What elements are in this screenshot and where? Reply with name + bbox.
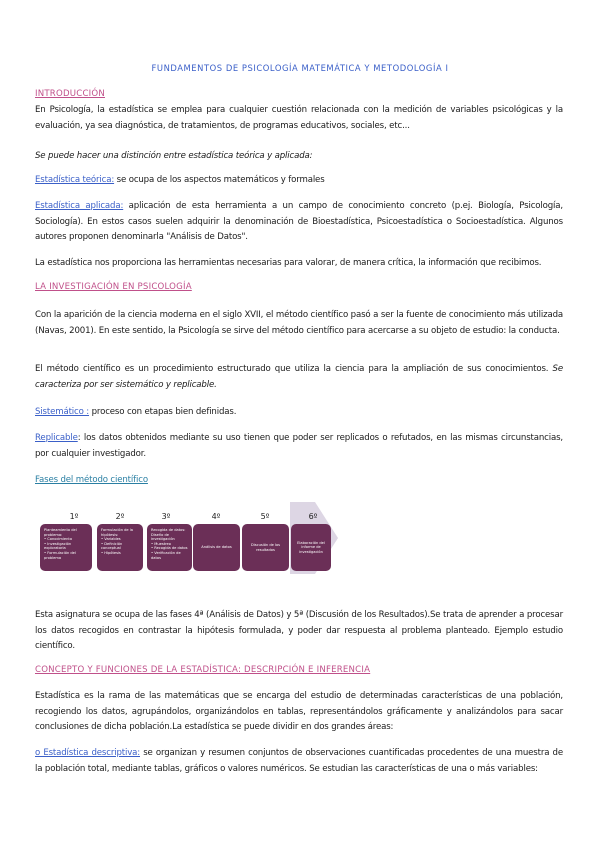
replicable-label: Replicable — [35, 433, 78, 443]
intro-paragraph-3: La estadística nos proporciona las herramientas necesarias para valorar, de manera crítica, la información que recibimos. — [35, 258, 542, 268]
teorica-label: Estadística teórica: — [35, 175, 115, 185]
heading-concepto: CONCEPTO Y FUNCIONES DE LA ESTADÍSTICA: DESCRIPCIÓN E INFERENCIA — [35, 665, 371, 675]
descriptiva-label: o Estadística descriptiva: — [35, 748, 141, 758]
heading-investigacion: LA INVESTIGACIÓN EN PSICOLOGÍA — [35, 282, 192, 292]
estadistica-descriptiva — [35, 746, 563, 777]
metodo-caracteristicas: Se caracteriza por ser sistemático y replicable. — [35, 364, 563, 390]
intro-paragraph-2: Se puede hacer una distinción entre estadística teórica y aplicada: — [35, 151, 313, 161]
phase-box-3-title: Recogida de datos: — [151, 528, 186, 532]
replicable-text: : los datos obtenidos mediante su uso tienen que poder ser replicados o refutados, en las mismas circunstancias, por cualquier investigador. — [35, 433, 563, 459]
phase-box-2-item: • Definición conceptual — [101, 541, 123, 551]
document-title: FUNDAMENTOS DE PSICOLOGÍA MATEMÁTICA Y METODOLOGÍA I — [151, 63, 449, 73]
investigacion-paragraph-1: Con la aparición de la ciencia moderna en el siglo XVII, el método científico pasó a ser la fuente de conocimiento más utilizada (Navas, 2001). En este sentido, la Psicología se sirve del método científico para acercarse a su objeto de estudio: la conducta. — [35, 310, 563, 336]
aplicada-label: Estadística aplicada: — [35, 201, 124, 211]
phase-box-3-item: • Verificación de datos — [151, 550, 181, 560]
phase-box-3-item: Diseño de investigación — [151, 532, 175, 542]
phase-box-5: Discusión de los resultados — [242, 524, 289, 571]
phase-box-2-title: Formulación de la hipótesis: — [101, 528, 133, 537]
sistematico-label: Sistemático : — [35, 407, 90, 417]
phase-box-1-item: • Investigación exploratoria — [44, 541, 72, 551]
teorica-text: se ocupa de los aspectos matemáticos y formales — [114, 175, 325, 185]
phase-number-6: 6º — [308, 512, 318, 521]
sistematico-definition — [35, 405, 563, 421]
phase-box-1-item: • Formulación del problema — [44, 550, 76, 560]
estadistica-teorica — [35, 173, 563, 189]
phase-box-2 — [97, 524, 143, 571]
phase-number-3: 3º — [161, 512, 171, 521]
sistematico-text: proceso con etapas bien definidas. — [89, 407, 237, 417]
asignatura-paragraph: Esta asignatura se ocupa de las fases 4ª (Análisis de Datos) y 5ª (Discusión de los Resultados).Se trata de aprender a procesar los datos recogidos en contrastar la hipótesis formulada, y poder dar respuesta al problema planteado. Ejemplo estudio científico. — [35, 610, 563, 651]
fases-label: Fases del método científico — [35, 475, 148, 485]
descriptiva-text: se organizan y resumen conjuntos de observaciones cuantificadas procedentes de una muestra de la población total, mediante tablas, gráficos o valores numéricos. Se estudian las características de una o más variables: — [35, 748, 564, 774]
fases-diagram — [40, 500, 340, 576]
phase-box-3 — [147, 524, 192, 571]
phase-box-1-item: • Conocimiento — [44, 537, 73, 542]
phase-number-2: 2º — [115, 512, 125, 521]
phase-box-3-item: • Recogida de datos — [151, 546, 188, 551]
phase-box-6: Elaboración del informe de investigación — [291, 524, 331, 571]
investigacion-paragraph-2 — [35, 362, 563, 393]
phase-box-2-item: • Hipótesis — [101, 550, 121, 555]
phase-number-4: 4º — [211, 512, 221, 521]
phase-box-1 — [40, 524, 92, 571]
heading-introduccion: INTRODUCCIÓN — [35, 89, 105, 99]
intro-paragraph-1: En Psicología, la estadística se emplea para cualquier cuestión relacionada con la medición de variables psicológicas y la evaluación, ya sea diagnóstica, de tratamientos, de programas educativos, sociales, etc... — [35, 105, 563, 131]
phase-box-2-item: • Variables — [101, 537, 121, 542]
phase-number-5: 5º — [260, 512, 270, 521]
metodo-text: El método científico es un procedimiento estructurado que utiliza la ciencia para la ampliación de sus conocimientos. — [35, 364, 553, 374]
phase-box-4: Análisis de datos — [193, 524, 240, 571]
aplicada-text: aplicación de esta herramienta a un campo de conocimiento concreto (p.ej. Biología, Psicología, Sociología). En estos casos suelen adquirir la denominación de Bioestadística, Psicoestadística o Socioestadística. Algunos autores proponen denominarla "Análisis de Datos". — [35, 201, 563, 242]
phase-number-1: 1º — [69, 512, 79, 521]
phase-box-3-item: • Muestreo — [151, 541, 171, 546]
estadistica-aplicada — [35, 199, 563, 246]
phase-box-1-title: Planteamiento del problema: — [44, 528, 77, 537]
replicable-definition — [35, 431, 563, 462]
fases-heading — [35, 473, 563, 489]
concepto-paragraph-1: Estadística es la rama de las matemáticas que se encarga del estudio de determinadas características de una población, recogiendo los datos, agrupándolos, organizándolos en tablas, representándolos gráficamente y analizándolos para sacar conclusiones de dicha población.La estadística se puede dividir en dos grandes áreas: — [35, 691, 563, 732]
